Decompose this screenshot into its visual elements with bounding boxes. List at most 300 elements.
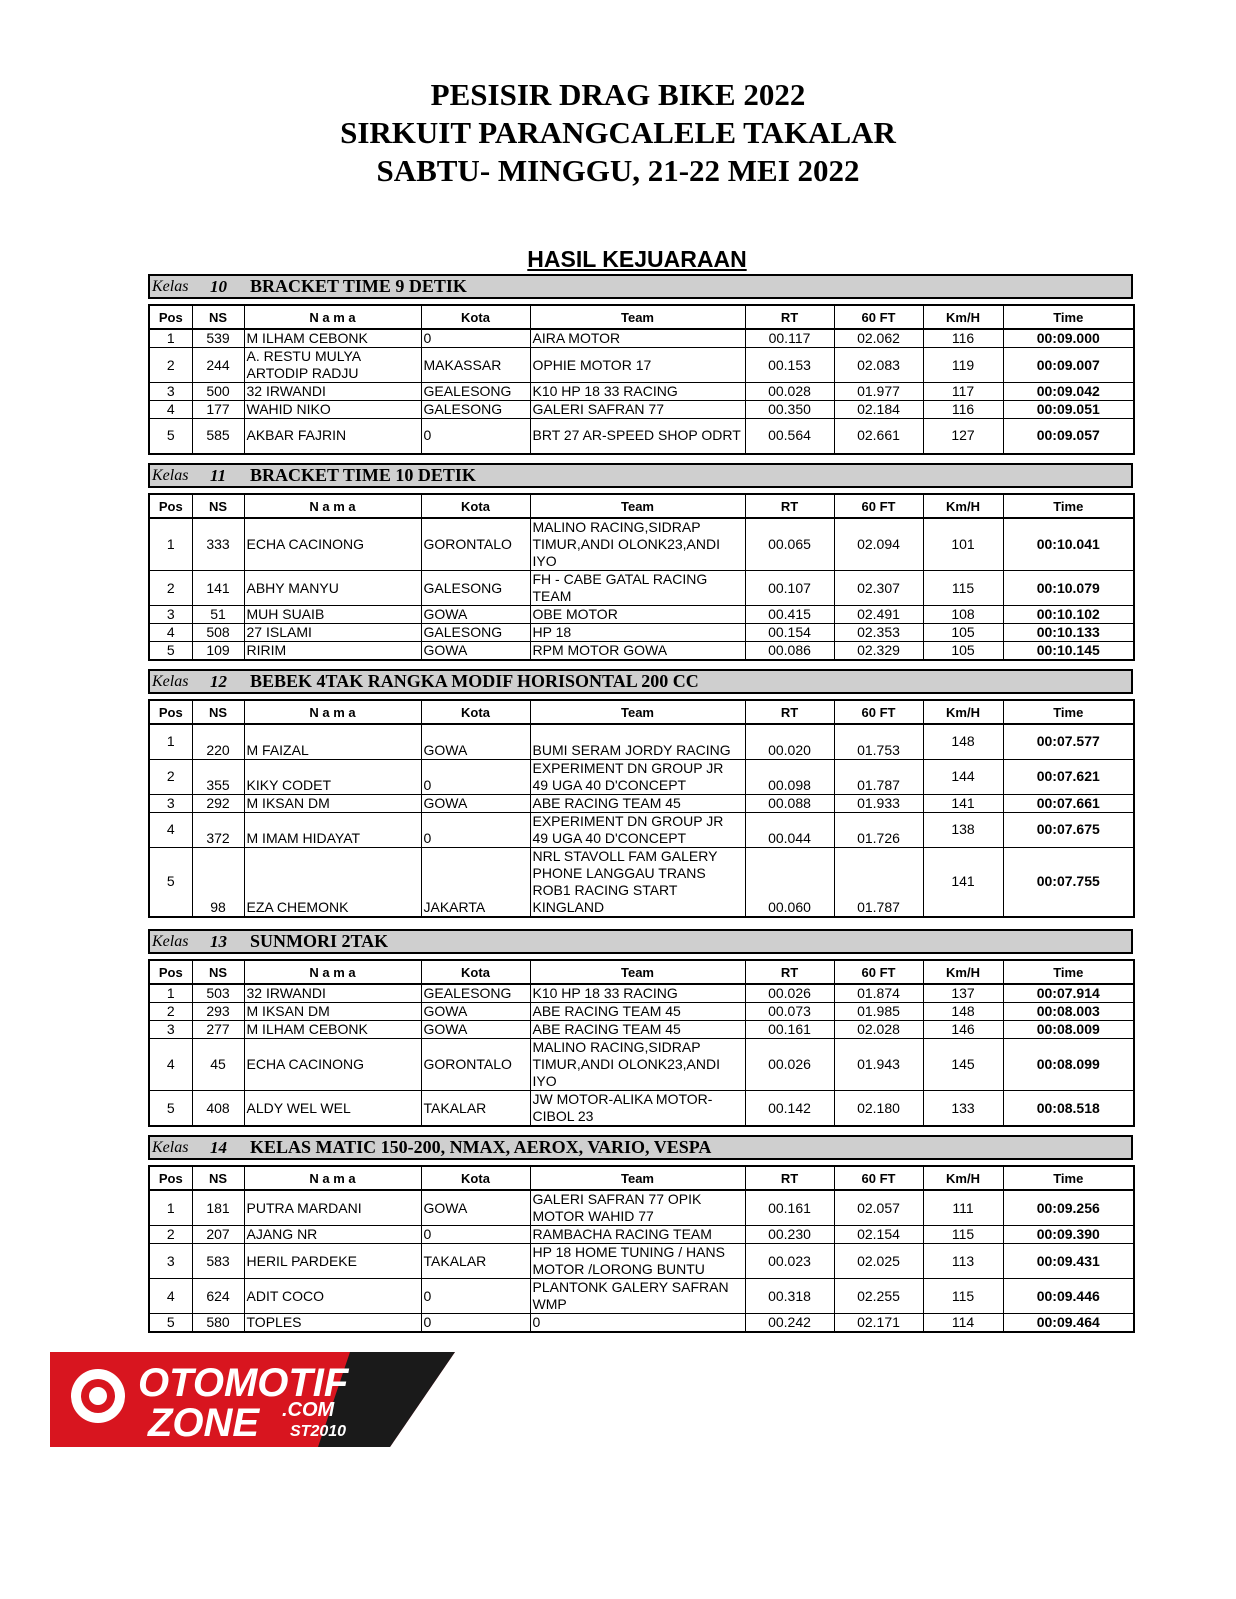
kota-cell: 0 [421, 1226, 530, 1244]
kelas-bar [148, 669, 1133, 694]
rt-cell: 00.044 [745, 812, 834, 847]
col-kmh: Km/H [923, 1166, 1003, 1190]
ft-cell: 02.028 [834, 1021, 923, 1039]
col-team: Team [530, 960, 745, 984]
kota-cell: GALESONG [421, 624, 530, 642]
time-cell: 00:09.042 [1003, 383, 1134, 401]
nama-cell: M IKSAN DM [244, 794, 421, 812]
pos-cell: 2 [149, 348, 192, 383]
kota-cell: 0 [421, 759, 530, 794]
ft-cell: 02.057 [834, 1190, 923, 1226]
kota-cell: 0 [421, 812, 530, 847]
pos-cell: 3 [149, 606, 192, 624]
ft-cell: 01.985 [834, 1003, 923, 1021]
results-table [148, 699, 1135, 918]
col-nama: N a m a [244, 700, 421, 724]
pos-cell: 5 [149, 847, 192, 917]
nama-cell: ADIT COCO [244, 1279, 421, 1314]
table-row [149, 759, 1134, 794]
nama-cell: 32 IRWANDI [244, 984, 421, 1003]
table-row [149, 1021, 1134, 1039]
ns-cell: 51 [192, 606, 244, 624]
nama-cell: AKBAR FAJRIN [244, 419, 421, 454]
nama-cell: M IMAM HIDAYAT [244, 812, 421, 847]
logo-circle-core-icon [89, 1387, 107, 1405]
ns-cell: 333 [192, 518, 244, 571]
table-header [149, 494, 1134, 518]
table-row [149, 812, 1134, 847]
kmh-cell: 115 [923, 571, 1003, 606]
ns-cell: 408 [192, 1091, 244, 1127]
col-team: Team [530, 305, 745, 329]
kmh-cell: 138 [923, 812, 1003, 847]
ns-cell: 181 [192, 1190, 244, 1226]
nama-cell: M IKSAN DM [244, 1003, 421, 1021]
col-kota: Kota [421, 305, 530, 329]
title-line-1: PESISIR DRAG BIKE 2022 [430, 77, 806, 112]
pos-cell: 3 [149, 383, 192, 401]
kelas-label: Kelas [152, 1138, 189, 1156]
col-kmh: Km/H [923, 960, 1003, 984]
team-cell: K10 HP 18 33 RACING [530, 984, 745, 1003]
ns-cell: 503 [192, 984, 244, 1003]
table-header [149, 1166, 1134, 1190]
kota-cell: GORONTALO [421, 518, 530, 571]
time-cell: 00:08.009 [1003, 1021, 1134, 1039]
ft-cell: 02.661 [834, 419, 923, 454]
col-time: Time [1003, 1166, 1134, 1190]
time-cell: 00:09.007 [1003, 348, 1134, 383]
kota-cell: 0 [421, 1314, 530, 1333]
kota-cell: JAKARTA [421, 847, 530, 917]
rt-cell: 00.564 [745, 419, 834, 454]
logo-text-domain: .COM [282, 1399, 335, 1421]
kota-cell: GORONTALO [421, 1039, 530, 1091]
results-heading: HASIL KEJUARAAN [527, 246, 747, 272]
nama-cell: ECHA CACINONG [244, 1039, 421, 1091]
results-table [148, 1165, 1135, 1333]
col-ns: NS [192, 494, 244, 518]
time-cell: 00:10.145 [1003, 642, 1134, 661]
kelas-number: 13 [210, 931, 227, 951]
title-line-3: SABTU- MINGGU, 21-22 MEI 2022 [376, 153, 860, 188]
col-ns: NS [192, 1166, 244, 1190]
table-row [149, 383, 1134, 401]
time-cell: 00:10.079 [1003, 571, 1134, 606]
pos-cell: 5 [149, 642, 192, 661]
table-row [149, 1003, 1134, 1021]
pos-cell: 4 [149, 624, 192, 642]
kelas-section-10 [148, 274, 1133, 455]
rt-cell: 00.020 [745, 724, 834, 759]
rt-cell: 00.073 [745, 1003, 834, 1021]
kmh-cell: 146 [923, 1021, 1003, 1039]
kmh-cell: 148 [923, 724, 1003, 759]
kota-cell: 0 [421, 1279, 530, 1314]
col-pos: Pos [149, 700, 192, 724]
table-header [149, 960, 1134, 984]
time-cell: 00:07.621 [1003, 759, 1134, 794]
pos-cell: 2 [149, 1226, 192, 1244]
col-60ft: 60 FT [834, 700, 923, 724]
table-row [149, 984, 1134, 1003]
table-row [149, 1190, 1134, 1226]
col-time: Time [1003, 960, 1134, 984]
time-cell: 00:09.000 [1003, 329, 1134, 348]
rt-cell: 00.154 [745, 624, 834, 642]
ns-cell: 207 [192, 1226, 244, 1244]
kmh-cell: 116 [923, 329, 1003, 348]
time-cell: 00:10.102 [1003, 606, 1134, 624]
time-cell: 00:08.518 [1003, 1091, 1134, 1127]
col-ns: NS [192, 305, 244, 329]
rt-cell: 00.242 [745, 1314, 834, 1333]
logo-text-otomotif: OTOMOTIF [138, 1361, 349, 1405]
col-kota: Kota [421, 960, 530, 984]
time-cell: 00:09.051 [1003, 401, 1134, 419]
kota-cell: GOWA [421, 1003, 530, 1021]
ft-cell: 02.062 [834, 329, 923, 348]
rt-cell: 00.117 [745, 329, 834, 348]
rt-cell: 00.026 [745, 1039, 834, 1091]
ft-cell: 02.154 [834, 1226, 923, 1244]
nama-cell: M ILHAM CEBONK [244, 329, 421, 348]
ns-cell: 277 [192, 1021, 244, 1039]
kmh-cell: 141 [923, 847, 1003, 917]
logo-text-zone: ZONE [148, 1401, 260, 1445]
table-row [149, 348, 1134, 383]
table-row [149, 847, 1134, 917]
nama-cell: EZA CHEMONK [244, 847, 421, 917]
rt-cell: 00.060 [745, 847, 834, 917]
time-cell: 00:09.256 [1003, 1190, 1134, 1226]
col-time: Time [1003, 494, 1134, 518]
time-cell: 00:09.390 [1003, 1226, 1134, 1244]
ft-cell: 02.353 [834, 624, 923, 642]
nama-cell: 27 ISLAMI [244, 624, 421, 642]
col-pos: Pos [149, 305, 192, 329]
ft-cell: 02.491 [834, 606, 923, 624]
nama-cell: WAHID NIKO [244, 401, 421, 419]
kelas-number: 10 [210, 276, 227, 296]
team-cell: EXPERIMENT DN GROUP JR 49 UGA 40 D'CONCEPT [530, 812, 745, 847]
ns-cell: 98 [192, 847, 244, 917]
ns-cell: 141 [192, 571, 244, 606]
ft-cell: 02.180 [834, 1091, 923, 1127]
time-cell: 00:07.914 [1003, 984, 1134, 1003]
col-rt: RT [745, 494, 834, 518]
table-row [149, 1226, 1134, 1244]
kelas-section-14 [148, 1135, 1133, 1333]
table-row [149, 329, 1134, 348]
kmh-cell: 115 [923, 1226, 1003, 1244]
time-cell: 00:08.099 [1003, 1039, 1134, 1091]
results-table [148, 304, 1135, 455]
table-row [149, 642, 1134, 661]
col-pos: Pos [149, 960, 192, 984]
kelas-title: SUNMORI 2TAK [250, 931, 389, 951]
team-cell: OPHIE MOTOR 17 [530, 348, 745, 383]
ft-cell: 01.787 [834, 847, 923, 917]
team-cell: MALINO RACING,SIDRAP TIMUR,ANDI OLONK23,ANDI IYO [530, 518, 745, 571]
pos-cell: 1 [149, 518, 192, 571]
ft-cell: 02.329 [834, 642, 923, 661]
team-cell: MALINO RACING,SIDRAP TIMUR,ANDI OLONK23,ANDI IYO [530, 1039, 745, 1091]
kelas-label: Kelas [152, 466, 189, 484]
col-time: Time [1003, 305, 1134, 329]
ns-cell: 500 [192, 383, 244, 401]
pos-cell: 1 [149, 984, 192, 1003]
ns-cell: 355 [192, 759, 244, 794]
ft-cell: 02.083 [834, 348, 923, 383]
rt-cell: 00.142 [745, 1091, 834, 1127]
col-ns: NS [192, 960, 244, 984]
team-cell: GALERI SAFRAN 77 OPIK MOTOR WAHID 77 [530, 1190, 745, 1226]
col-kota: Kota [421, 494, 530, 518]
nama-cell: KIKY CODET [244, 759, 421, 794]
kota-cell: GOWA [421, 606, 530, 624]
team-cell: PLANTONK GALERY SAFRAN WMP [530, 1279, 745, 1314]
rt-cell: 00.086 [745, 642, 834, 661]
kmh-cell: 144 [923, 759, 1003, 794]
kmh-cell: 101 [923, 518, 1003, 571]
title-line-2: SIRKUIT PARANGCALELE TAKALAR [340, 115, 896, 150]
nama-cell: RIRIM [244, 642, 421, 661]
logo-text-est: ST2010 [290, 1423, 347, 1440]
ns-cell: 45 [192, 1039, 244, 1091]
kmh-cell: 137 [923, 984, 1003, 1003]
kmh-cell: 145 [923, 1039, 1003, 1091]
nama-cell: AJANG NR [244, 1226, 421, 1244]
ft-cell: 02.255 [834, 1279, 923, 1314]
team-cell: AIRA MOTOR [530, 329, 745, 348]
pos-cell: 5 [149, 1091, 192, 1127]
pos-cell: 2 [149, 571, 192, 606]
ft-cell: 01.933 [834, 794, 923, 812]
col-kota: Kota [421, 1166, 530, 1190]
ns-cell: 583 [192, 1244, 244, 1279]
col-rt: RT [745, 305, 834, 329]
kota-cell: GOWA [421, 1021, 530, 1039]
kmh-cell: 113 [923, 1244, 1003, 1279]
pos-cell: 1 [149, 724, 192, 759]
table-row [149, 1279, 1134, 1314]
nama-cell: ABHY MANYU [244, 571, 421, 606]
kmh-cell: 114 [923, 1314, 1003, 1333]
ft-cell: 01.787 [834, 759, 923, 794]
nama-cell: 32 IRWANDI [244, 383, 421, 401]
col-team: Team [530, 1166, 745, 1190]
pos-cell: 5 [149, 1314, 192, 1333]
col-kmh: Km/H [923, 700, 1003, 724]
ft-cell: 02.184 [834, 401, 923, 419]
kelas-number: 11 [210, 465, 227, 485]
table-row [149, 419, 1134, 454]
time-cell: 00:07.675 [1003, 812, 1134, 847]
kmh-cell: 148 [923, 1003, 1003, 1021]
ns-cell: 244 [192, 348, 244, 383]
ft-cell: 01.874 [834, 984, 923, 1003]
rt-cell: 00.028 [745, 383, 834, 401]
rt-cell: 00.098 [745, 759, 834, 794]
rt-cell: 00.023 [745, 1244, 834, 1279]
team-cell: RAMBACHA RACING TEAM [530, 1226, 745, 1244]
table-row [149, 518, 1134, 571]
team-cell: HP 18 [530, 624, 745, 642]
kmh-cell: 141 [923, 794, 1003, 812]
time-cell: 00:09.464 [1003, 1314, 1134, 1333]
ft-cell: 01.977 [834, 383, 923, 401]
nama-cell: PUTRA MARDANI [244, 1190, 421, 1226]
col-ns: NS [192, 700, 244, 724]
pos-cell: 5 [149, 419, 192, 454]
nama-cell: M ILHAM CEBONK [244, 1021, 421, 1039]
kelas-title: BRACKET TIME 9 DETIK [250, 276, 467, 296]
kota-cell: GOWA [421, 724, 530, 759]
kelas-number: 12 [210, 671, 227, 691]
kelas-title: BRACKET TIME 10 DETIK [250, 465, 476, 485]
kelas-bar [148, 929, 1133, 954]
kelas-label: Kelas [152, 672, 189, 690]
team-cell: BRT 27 AR-SPEED SHOP ODRT [530, 419, 745, 454]
col-kota: Kota [421, 700, 530, 724]
kmh-cell: 105 [923, 624, 1003, 642]
team-cell: RPM MOTOR GOWA [530, 642, 745, 661]
team-cell: EXPERIMENT DN GROUP JR 49 UGA 40 D'CONCEPT [530, 759, 745, 794]
kota-cell: GOWA [421, 1190, 530, 1226]
kmh-cell: 115 [923, 1279, 1003, 1314]
kelas-section-11 [148, 463, 1133, 661]
col-kmh: Km/H [923, 494, 1003, 518]
table-row [149, 794, 1134, 812]
team-cell: ABE RACING TEAM 45 [530, 794, 745, 812]
col-60ft: 60 FT [834, 1166, 923, 1190]
table-row [149, 1244, 1134, 1279]
ns-cell: 580 [192, 1314, 244, 1333]
ft-cell: 02.171 [834, 1314, 923, 1333]
time-cell: 00:07.661 [1003, 794, 1134, 812]
results-table [148, 959, 1135, 1127]
time-cell: 00:09.057 [1003, 419, 1134, 454]
kota-cell: GOWA [421, 794, 530, 812]
ns-cell: 109 [192, 642, 244, 661]
kelas-title: KELAS MATIC 150-200, NMAX, AEROX, VARIO, VESPA [250, 1137, 712, 1157]
team-cell: FH - CABE GATAL RACING TEAM [530, 571, 745, 606]
col-nama: N a m a [244, 1166, 421, 1190]
pos-cell: 1 [149, 329, 192, 348]
ft-cell: 02.307 [834, 571, 923, 606]
ns-cell: 508 [192, 624, 244, 642]
kota-cell: TAKALAR [421, 1091, 530, 1127]
pos-cell: 3 [149, 1244, 192, 1279]
rt-cell: 00.415 [745, 606, 834, 624]
ft-cell: 01.943 [834, 1039, 923, 1091]
col-team: Team [530, 700, 745, 724]
team-cell: BUMI SERAM JORDY RACING [530, 724, 745, 759]
pos-cell: 1 [149, 1190, 192, 1226]
table-header [149, 700, 1134, 724]
results-table [148, 493, 1135, 661]
ft-cell: 02.025 [834, 1244, 923, 1279]
kota-cell: GEALESONG [421, 984, 530, 1003]
team-cell: ABE RACING TEAM 45 [530, 1003, 745, 1021]
team-cell: K10 HP 18 33 RACING [530, 383, 745, 401]
table-row [149, 724, 1134, 759]
rt-cell: 00.065 [745, 518, 834, 571]
table-row [149, 401, 1134, 419]
pos-cell: 4 [149, 812, 192, 847]
col-nama: N a m a [244, 494, 421, 518]
ns-cell: 585 [192, 419, 244, 454]
team-cell: HP 18 HOME TUNING / HANS MOTOR /LORONG BUNTU [530, 1244, 745, 1279]
rt-cell: 00.161 [745, 1190, 834, 1226]
ns-cell: 624 [192, 1279, 244, 1314]
rt-cell: 00.153 [745, 348, 834, 383]
rt-cell: 00.318 [745, 1279, 834, 1314]
time-cell: 00:10.041 [1003, 518, 1134, 571]
ns-cell: 372 [192, 812, 244, 847]
col-rt: RT [745, 1166, 834, 1190]
kota-cell: MAKASSAR [421, 348, 530, 383]
ns-cell: 292 [192, 794, 244, 812]
col-time: Time [1003, 700, 1134, 724]
table-row [149, 624, 1134, 642]
col-rt: RT [745, 700, 834, 724]
kelas-label: Kelas [152, 932, 189, 950]
col-pos: Pos [149, 494, 192, 518]
ns-cell: 220 [192, 724, 244, 759]
ft-cell: 01.753 [834, 724, 923, 759]
kelas-label: Kelas [152, 277, 189, 295]
kota-cell: GALESONG [421, 571, 530, 606]
kota-cell: GEALESONG [421, 383, 530, 401]
time-cell: 00:07.577 [1003, 724, 1134, 759]
ns-cell: 293 [192, 1003, 244, 1021]
time-cell: 00:08.003 [1003, 1003, 1134, 1021]
kmh-cell: 117 [923, 383, 1003, 401]
table-row [149, 1314, 1134, 1333]
rt-cell: 00.350 [745, 401, 834, 419]
rt-cell: 00.161 [745, 1021, 834, 1039]
col-kmh: Km/H [923, 305, 1003, 329]
kmh-cell: 108 [923, 606, 1003, 624]
pos-cell: 2 [149, 1003, 192, 1021]
kota-cell: GALESONG [421, 401, 530, 419]
time-cell: 00:07.755 [1003, 847, 1134, 917]
pos-cell: 4 [149, 1039, 192, 1091]
col-60ft: 60 FT [834, 960, 923, 984]
kmh-cell: 133 [923, 1091, 1003, 1127]
pos-cell: 3 [149, 794, 192, 812]
pos-cell: 2 [149, 759, 192, 794]
time-cell: 00:09.431 [1003, 1244, 1134, 1279]
col-rt: RT [745, 960, 834, 984]
team-cell: OBE MOTOR [530, 606, 745, 624]
table-row [149, 571, 1134, 606]
rt-cell: 00.230 [745, 1226, 834, 1244]
nama-cell: A. RESTU MULYA ARTODIP RADJU [244, 348, 421, 383]
rt-cell: 00.107 [745, 571, 834, 606]
ft-cell: 01.726 [834, 812, 923, 847]
ns-cell: 539 [192, 329, 244, 348]
kelas-bar [148, 1135, 1133, 1160]
table-row [149, 1039, 1134, 1091]
pos-cell: 4 [149, 401, 192, 419]
nama-cell: M FAIZAL [244, 724, 421, 759]
nama-cell: TOPLES [244, 1314, 421, 1333]
table-row [149, 606, 1134, 624]
kmh-cell: 119 [923, 348, 1003, 383]
